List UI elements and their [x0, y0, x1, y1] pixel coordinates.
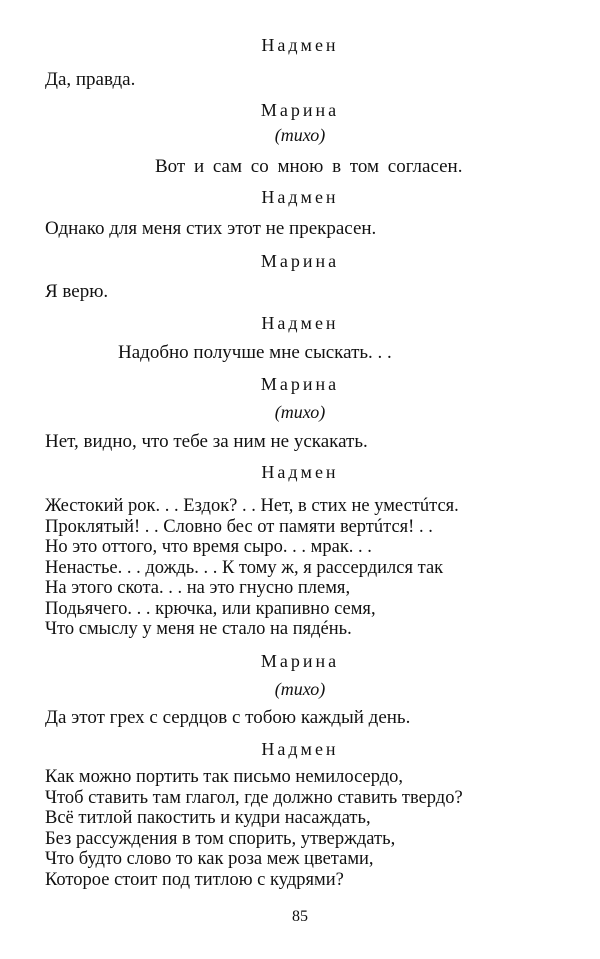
- verse-line: Как можно портить так письмо немилосердо,: [45, 767, 404, 787]
- speaker-name: Марина: [260, 251, 340, 271]
- verse-line: Ненастье. . . дождь. . . К тому ж, я рассердился так: [45, 557, 444, 578]
- verse-line: Жестокий рок. . . Ездок? . . Нет, в стих не уместúтся.: [45, 496, 459, 516]
- verse-line: Проклятый! . . Словно бес от памяти вертúтся! . .: [45, 516, 433, 537]
- verse-line: На этого скота. . . на это гнусно племя,: [45, 578, 351, 598]
- speaker-name: Надмен: [261, 739, 339, 759]
- stage-direction: (тихо): [274, 125, 326, 145]
- verse-line: Всё титлой пакостить и кудри насаждать,: [45, 808, 371, 828]
- dialogue-line: Вот и сам со мною в том согласен.: [155, 156, 463, 177]
- speaker-name: Марина: [260, 100, 340, 120]
- speaker-name: Надмен: [261, 313, 339, 333]
- dialogue-line: Да, правда.: [45, 69, 136, 90]
- speaker-name: Надмен: [261, 35, 339, 55]
- stage-direction: (тихо): [274, 679, 326, 699]
- verse-line: Подьячего. . . крючка, или крапивно семя,: [45, 598, 376, 619]
- verse-line: Чтоб ставить там глагол, где должно ставить твердо?: [45, 787, 463, 808]
- dialogue-line: Надобно получше мне сыскать. . .: [118, 342, 392, 363]
- verse-line: Но это оттого, что время сыро. . . мрак. . .: [45, 537, 372, 557]
- verse-line: Без рассуждения в том спорить, утверждать,: [45, 828, 396, 849]
- speaker-name: Марина: [260, 651, 340, 671]
- dialogue-line: Я верю.: [45, 281, 109, 302]
- dialogue-line: Да этот грех с сердцов с тобою каждый день.: [45, 707, 411, 728]
- dialogue-line: Нет, видно, что тебе за ним не ускакать.: [45, 431, 368, 452]
- speaker-name: Надмен: [261, 462, 339, 482]
- verse-line: Которое стоит под титлою с кудрями?: [45, 869, 344, 890]
- speaker-name: Марина: [260, 374, 340, 394]
- verse-line: Что смыслу у меня не стало на пядéнь.: [45, 619, 352, 639]
- dialogue-line: Однако для меня стих этот не прекрасен.: [45, 218, 377, 239]
- stage-direction: (тихо): [274, 402, 326, 422]
- verse-line: Что будто слово то как роза меж цветами,: [45, 849, 374, 869]
- page-number: 85: [292, 908, 308, 925]
- speaker-name: Надмен: [261, 187, 339, 207]
